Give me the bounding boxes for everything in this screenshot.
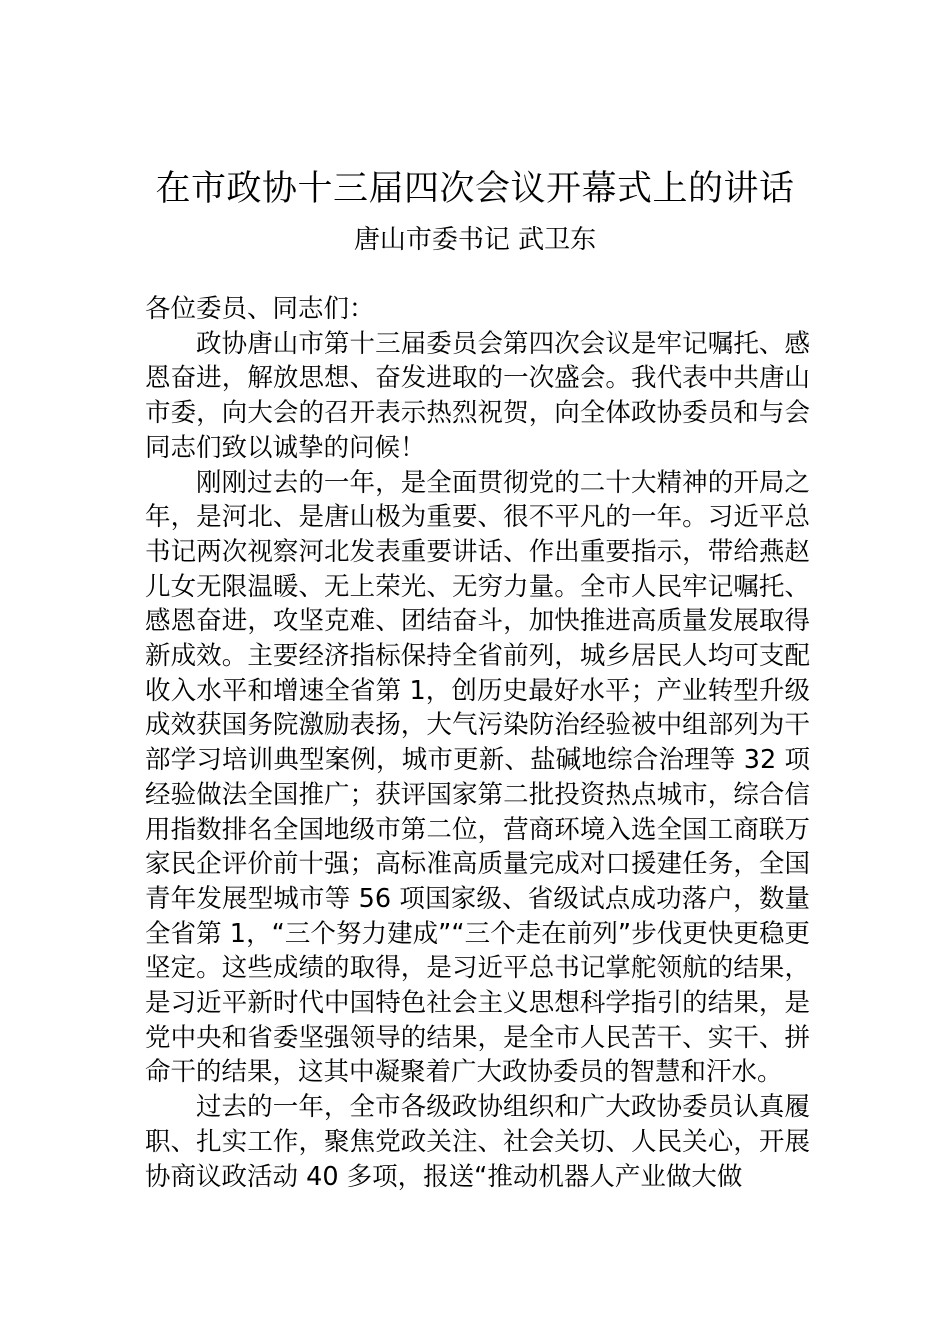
paragraph-opening: 政协唐山市第十三届委员会第四次会议是牢记嘱托、感恩奋进，解放思想、奋发进取的一次盛会。我代表中共唐山市委，向大会的召开表示热烈祝贺，向全体政协委员和与会同志们致以诚挚的问候！	[145, 328, 810, 463]
paragraph-cppcc-work: 过去的一年，全市各级政协组织和广大政协委员认真履职、扎实工作，聚焦党政关注、社会关切、人民关心，开展协商议政活动 40 多项，报送“推动机器人产业做大做	[145, 1092, 810, 1192]
salutation: 各位委员、同志们：	[145, 294, 375, 324]
paragraph-achievements: 刚刚过去的一年，是全面贯彻党的二十大精神的开局之年，是河北、是唐山极为重要、很不平凡的一年。习近平总书记两次视察河北发表重要讲话、作出重要指示，带给燕赵儿女无限温暖、无上荣光、无穷力量。全市人民牢记嘱托、感恩奋进，攻坚克难、团结奋斗，加快推进高质量发展取得新成效。主要经济指标保持全省前列，城乡居民人均可支配收入水平和增速全省第 1，创历史最好水平；产业转型升级成效获国务院激励表扬，大气污染防治经验被中组部列为干部学习培训典型案例，城市更新、盐碱地综合治理等 32 项经验做法全国推广；获评国家第二批投资热点城市，综合信用指数排名全国地级市第二位，营商环境入选全国工商联万家民企评价前十强；高标准高质量完成对口援建任务，全国青年发展型城市等 56 项国家级、省级试点成功落户，数量全省第 1，“三个努力建成”“三个走在前列”步伐更快更稳更坚定。这些成绩的取得，是习近平总书记掌舵领航的结果，是习近平新时代中国特色社会主义思想科学指引的结果，是党中央和省委坚强领导的结果，是全市人民苦干、实干、拼命干的结果，这其中凝聚着广大政协委员的智慧和汗水。	[145, 467, 810, 1088]
speech-body	[145, 292, 810, 1194]
document-title: 在市政协十三届四次会议开幕式上的讲话	[155, 169, 795, 209]
speaker-byline: 唐山市委书记 武卫东	[353, 225, 597, 255]
